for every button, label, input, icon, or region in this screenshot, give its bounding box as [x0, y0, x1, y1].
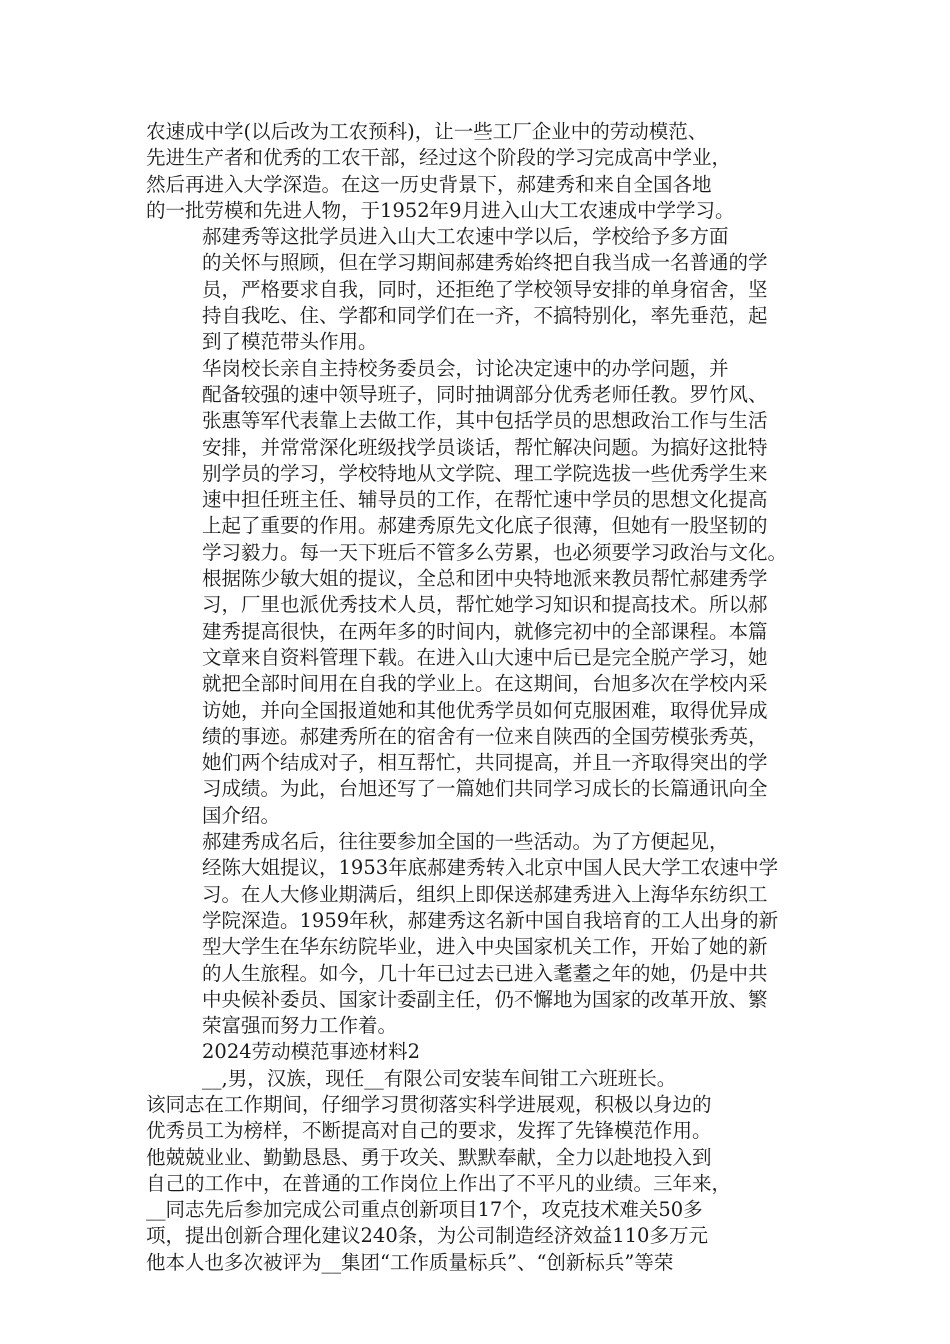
- paragraph-6: 该同志在工作期间，仔细学习贯彻落实科学进展观，积极以身边的 优秀员工为榜样，不断提高对自己的要求，发挥了先锋模范作用。 他兢兢业业、勤勤恳恳、勇于攻关、默默奉献，全力以赴地投入到 自己的工作中，在普通的工作岗位上作出了不平凡的业绩。三年来， __同志先后参加完成公司重点创新项目17个，攻克技术难关50多 项，提出创新合理化建议240条，为公司制造经济效益110多万元 他本人也多次被评为__集团“工作质量标兵”、“创新标兵”等荣: [146, 1092, 732, 1274]
- document-body: [146, 119, 836, 1276]
- paragraph-2: 郝建秀等这批学员进入山大工农速中学以后，学校给予多方面 的关怀与照顾，但在学习期间郝建秀始终把自我当成一名普通的学 员，严格要求自我，同时，还拒绝了学校领导安排的单身宿舍，坚 持自我吃、住、学都和同学们在一齐，不搞特别化，率先垂范，起 到了模范带头作用。: [202, 225, 768, 354]
- paragraph-1: 农速成中学(以后改为工农预科)，让一些工厂企业中的劳动模范、 先进生产者和优秀的工农干部，经过这个阶段的学习完成高中学业， 然后再进入大学深造。在这一历史背景下，郝建秀和来自全国各地 的一批劳模和先进人物，于1952年9月进入山大工农速成中学学习。: [146, 120, 735, 222]
- section-heading: 2024劳动模范事迹材料2: [202, 1040, 421, 1064]
- paragraph-intro: __,男，汉族，现任__有限公司安装车间钳工六班班长。: [202, 1066, 677, 1090]
- paragraph-3: 华岗校长亲自主持校务委员会，讨论决定速中的办学问题，并 配备较强的速中领导班子，同时抽调部分优秀老师任教。罗竹风、 张惠等军代表靠上去做工作，其中包括学员的思想政治工作与生活 安排，并常常深化班级找学员谈话，帮忙解决问题。为搞好这批特 别学员的学习，学校特地从文学院、理工学院选拔一些优秀学生来 速中担任班主任、辅导员的工作，在帮忙速中学员的思想文化提高 上起了重要的作用。郝建秀原先文化底子很薄，但她有一股坚韧的 学习毅力。每一天下班后不管多么劳累，也必须要学习政治与文化。 根据陈少敏大姐的提议，全总和团中央特地派来教员帮忙郝建秀学 习，厂里也派优秀技术人员，帮忙她学习知识和提高技术。所以郝 建秀提高很快，在两年多的时间内，就修完初中的全部课程。本篇 文章来自资料管理下载。在进入山大速中后已是完全脱产学习，她 就把全部时间用在自我的学业上。在这期间，台旭多次在学校内采 访她，并向全国报道她和其他优秀学员如何克服困难，取得优异成 绩的事迹。郝建秀所在的宿舍有一位来自陕西的全国劳模张秀英， 她们两个结成对子，相互帮忙，共同提高，并且一齐取得突出的学 习成绩。为此，台旭还写了一篇她们共同学习成长的长篇通讯向全 国介绍。: [202, 356, 788, 827]
- paragraph-4: 郝建秀成名后，往往要参加全国的一些活动。为了方便起见， 经陈大姐提议，1953年底郝建秀转入北京中国人民大学工农速中学 习。在人大修业期满后，组织上即保送郝建秀进入上海华东纺织工 学院深造。1959年秋，郝建秀这名新中国自我培育的工人出身的新 型大学生在华东纺院毕业，进入中央国家机关工作，开始了她的新 的人生旅程。如今，几十年已过去已进入耄耋之年的她，仍是中共 中央候补委员、国家计委副主任，仍不懈地为国家的改革开放、繁 荣富强而努力工作着。: [202, 830, 779, 1038]
